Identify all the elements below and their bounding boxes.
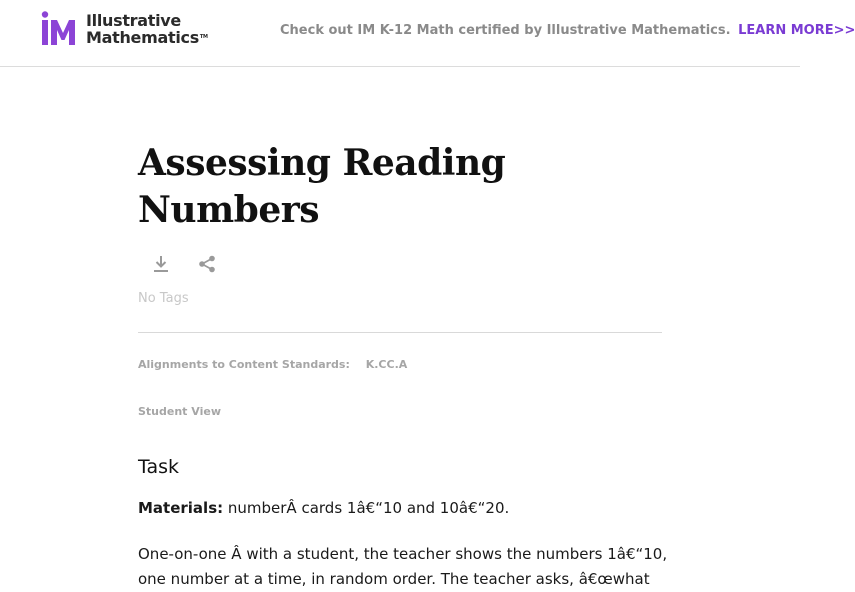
task-paragraph	[138, 542, 678, 592]
paragraph-line-1: One-on-one Â with a student, the teacher shows the numbers 1â€“10,	[138, 545, 668, 563]
logo-line-2: Mathematics	[86, 28, 199, 47]
paragraph-line-2: one number at a time, in random order. The teacher asks, â€œwhat	[138, 570, 650, 588]
learn-more-link[interactable]: LEARN MORE>>	[738, 23, 855, 38]
site-header	[0, 0, 855, 67]
trademark-mark: TM	[199, 34, 208, 40]
download-icon	[152, 255, 170, 273]
standard-link[interactable]: K.CC.A	[365, 358, 408, 371]
student-view-link[interactable]: Student View	[138, 405, 221, 418]
share-button[interactable]	[196, 253, 218, 275]
promo-banner	[280, 23, 855, 38]
task-heading: Task	[138, 456, 180, 478]
content-standards-alignment	[138, 358, 407, 371]
materials-label: Materials:	[138, 499, 224, 517]
materials-line	[138, 499, 509, 517]
alignments-label: Alignments to Content Standards:	[138, 358, 350, 371]
share-icon	[198, 255, 216, 273]
action-icons	[150, 253, 218, 275]
logo-line-1: Illustrative	[86, 11, 181, 30]
im-logo-icon	[41, 11, 81, 47]
page-title: Assessing Reading Numbers	[138, 142, 506, 231]
download-button[interactable]	[150, 253, 172, 275]
section-divider	[138, 332, 662, 333]
site-logo[interactable]	[41, 11, 208, 47]
promo-text: Check out IM K-12 Math certified by Illustrative Mathematics.	[280, 23, 731, 38]
materials-text: numberÂ cards 1â€“10 and 10â€“20.	[223, 499, 510, 517]
logo-wordmark	[86, 12, 208, 46]
tags-label: No Tags	[138, 291, 189, 306]
